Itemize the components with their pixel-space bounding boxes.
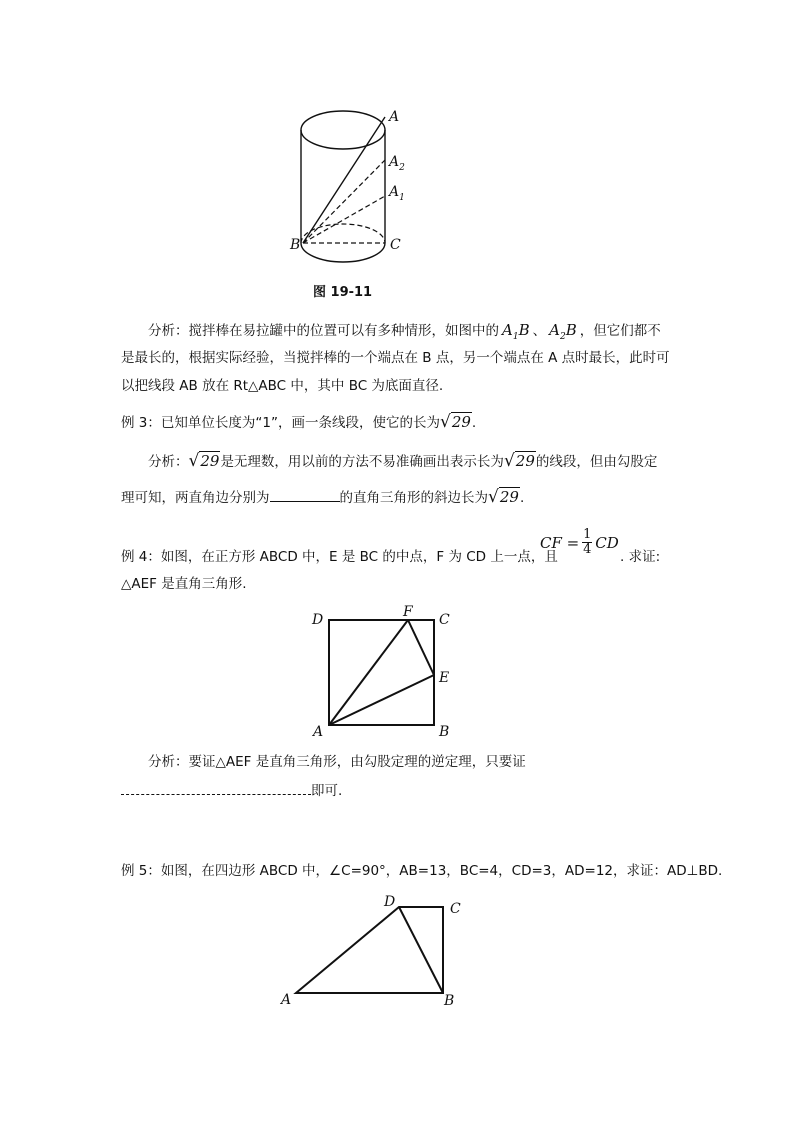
analysis4-line2: 即可. [121, 781, 342, 801]
label-b: B [290, 237, 301, 253]
analysis3-line2: 理可知，两直角边分别为 的直角三角形的斜边长为√29. [121, 487, 525, 507]
example3: 例 3：已知单位长度为“1”，画一条线段，使它的长为√29. [121, 412, 477, 432]
cf-formula: CF = 1 4 CD [540, 527, 619, 557]
label-c: C [450, 901, 461, 917]
example4-line1-end: . 求证: [620, 549, 661, 565]
sqrt-29: √29 [439, 412, 471, 432]
label-e: E [439, 670, 450, 686]
analysis3-line1: 分析：√29是无理数，用以前的方法不易准确画出表示长为√29的线段，但由勾股定 [148, 451, 658, 471]
label-c: C [390, 237, 401, 253]
figure-caption: 图 19-11 [313, 285, 373, 300]
label-a: A [313, 724, 324, 740]
sqrt-29: √29 [503, 451, 535, 471]
sqrt-29: √29 [488, 487, 519, 507]
a1b-expression: $A_1B$ [502, 321, 530, 342]
label-b: B [444, 993, 455, 1009]
example5: 例 5：如图，在四边形 ABCD 中，∠C=90°，AB=13，BC=4，CD=3，AD=12，求证：AD⊥BD. [121, 863, 723, 879]
example4-line2: △AEF 是直角三角形. [121, 576, 247, 592]
label-d: D [312, 612, 324, 628]
segment-bd [399, 907, 443, 993]
label-b: B [439, 724, 450, 740]
example4-line1: 例 4：如图，在正方形 ABCD 中，E 是 BC 的中点，F 为 CD 上一点，且 [121, 549, 558, 565]
fraction-one-quarter: 1 4 [583, 527, 592, 557]
label-a: A [281, 992, 292, 1008]
label-c: C [439, 612, 450, 628]
analysis1-text: 分析：搅拌棒在易拉罐中的位置可以有多种情形，如图中的 [148, 323, 499, 339]
sqrt-29: √29 [188, 451, 220, 471]
analysis1-line1: 分析：搅拌棒在易拉罐中的位置可以有多种情形，如图中的 $A_1B$ 、 $A_2B$ ，但它们都不 [148, 321, 661, 342]
label-d: D [384, 894, 396, 910]
a2b-expression: $A_2B$ [549, 321, 577, 342]
analysis4-line1: 分析：要证△AEF 是直角三角形，由勾股定理的逆定理，只要证 [148, 754, 526, 770]
label-f: F [403, 604, 413, 620]
analysis1-line2: 是最长的，根据实际经验，当搅拌棒的一个端点在 B 点，另一个端点在 A 点时最长，此时可 [121, 350, 670, 366]
label-a: A [389, 109, 400, 125]
label-a2: $A_2$ [389, 154, 405, 173]
analysis1-line3: 以把线段 AB 放在 Rt△ABC 中，其中 BC 为底面直径. [121, 378, 444, 394]
label-a1: $A_1$ [389, 184, 405, 203]
